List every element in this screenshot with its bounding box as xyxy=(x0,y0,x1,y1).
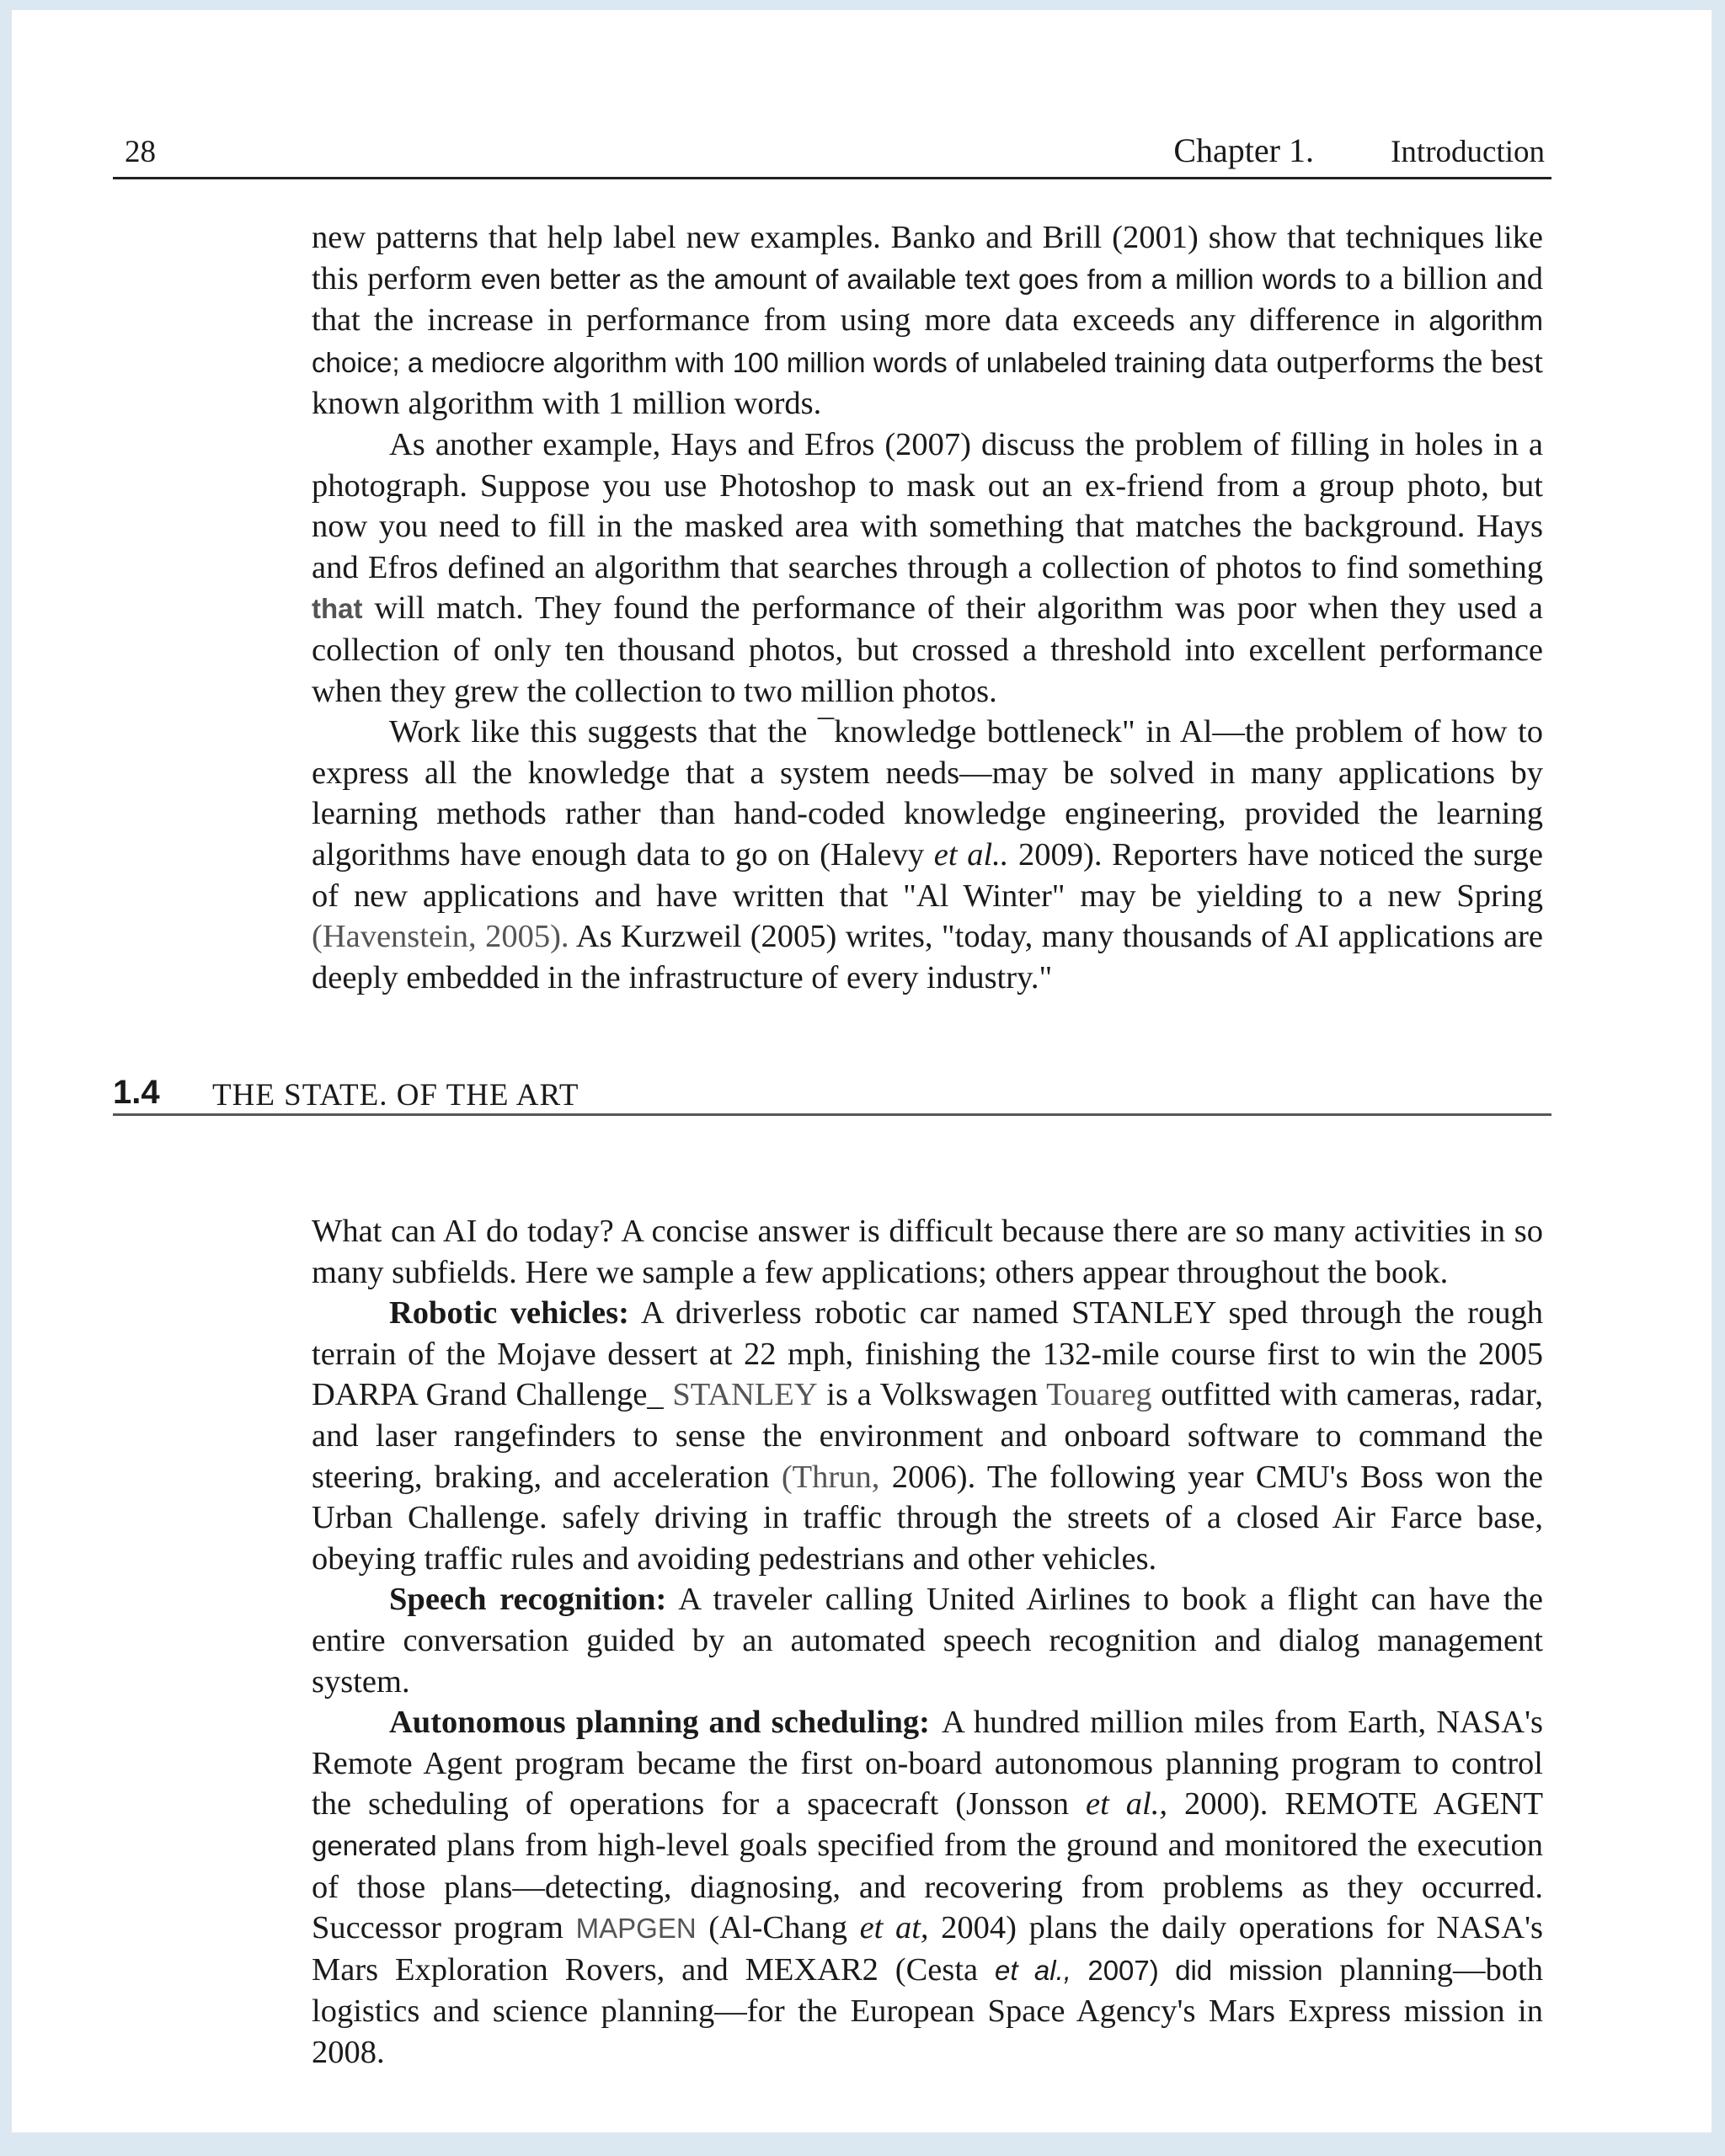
mapgen-name: MAPGEN xyxy=(575,1913,697,1945)
chapter-title: Introduction xyxy=(1391,135,1545,169)
citation-thrun: (Thrun, xyxy=(781,1459,880,1495)
paragraph-robotic-vehicles xyxy=(312,1293,1543,1579)
text-run: As another example, Hays and Efros (2007) discuss the problem of filling in holes in a photograph. Suppose you use Photoshop to mask out an ex-friend from a group photo, but now you need to fill in the masked area with something that matches the background. Hays and Efros defined an algorithm that searches through a collection of photos to find something xyxy=(312,426,1543,585)
paragraph-knowledge-bottleneck xyxy=(312,712,1543,998)
text-run: even better as the amount of available text goes from a million words xyxy=(480,263,1337,295)
text-run: As Kurzweil (2005) writes, "today, many thousands of AI applications are deeply embedded in the infrastructure of every industry." xyxy=(312,919,1543,995)
text-run: 2007) did mission xyxy=(1071,1954,1323,1986)
run-in-heading: Speech recognition: xyxy=(389,1582,667,1618)
paragraph-banko-brill xyxy=(312,217,1543,424)
section-title: THE STATE. OF THE ART xyxy=(212,1078,579,1113)
text-run: is a Volkswagen xyxy=(817,1377,1047,1413)
section-number: 1.4 xyxy=(113,1074,160,1111)
run-in-heading: Autonomous planning and scheduling: xyxy=(389,1705,931,1741)
text-run: A hundred million miles from Earth, NASA's Remote Agent program became the first on-board autonomous planning program to control the scheduling of operations for a spacecraft (Jonsson xyxy=(312,1705,1543,1822)
section-heading xyxy=(113,1073,1551,1116)
text-run: 2000). REMOTE AGENT xyxy=(1167,1786,1543,1822)
citation-havenstein: (Havenstein, 2005). xyxy=(312,919,569,955)
run-in-heading: Robotic vehicles: xyxy=(389,1295,629,1331)
text-run: to a billion and that the increase in performance from using more data exceeds any difference xyxy=(312,260,1543,339)
text-run: 2004) plans the daily operations for NASA's Mars Exploration Rovers, and MEXAR2 (Cesta xyxy=(312,1910,1544,1988)
citation-etal: et at, xyxy=(859,1910,929,1946)
chapter-label: Chapter 1. xyxy=(1173,131,1314,169)
text-run: Work like this suggests that the ¯knowledge bottleneck" in Al—the problem of how to express all the knowledge that a system needs—may be solved in many applications by learning methods rather than hand-coded knowledge engineering, provided the learning algorithms have enough data to go on (Halevy xyxy=(312,714,1543,873)
text-run: will match. They found the performance of their algorithm was poor when they used a collection of only ten thousand photos, but crossed a threshold into excellent performance when they grew the collection to two million photos. xyxy=(312,590,1543,709)
text-run: 2009). Reporters have noticed the surge of new applications and have written that "Al Winter" may be yielding to a new Spring xyxy=(312,836,1543,914)
book-page xyxy=(12,10,1712,2132)
text-run: plans from high-level goals specified from the ground and monitored the execution of those plans—detecting, diagnosing, and recovering from problems as they occurred. Successor program xyxy=(312,1827,1543,1946)
touareg-name: Touareg xyxy=(1046,1377,1152,1413)
text-run: A driverless robotic car named STANLEY sped through the rough terrain of the Mojave dessert at 22 mph, finishing the 132-mile course first to win the 2005 DARPA Grand Challenge_ xyxy=(312,1295,1543,1413)
stanley-name: STANLEY xyxy=(672,1377,818,1413)
running-head xyxy=(113,133,1551,179)
intro-text-block xyxy=(312,217,1543,998)
citation-etal: et al.. xyxy=(933,836,1009,873)
paragraph-autonomous-planning xyxy=(312,1702,1543,2073)
text-run: planning—both logistics and science planning—for the European Space Agency's Mars Express mission in 2008. xyxy=(312,1951,1543,2070)
text-run: 2006). The following year CMU's Boss won the Urban Challenge. safely driving in traffic through the streets of a closed Air Farce base, obeying traffic rules and avoiding pedestrians and other vehicles. xyxy=(312,1459,1543,1577)
paragraph-hays-efros xyxy=(312,424,1543,712)
text-run: outfitted with cameras, radar, and laser rangefinders to sense the environment and onboard software to command the steering, braking, and acceleration xyxy=(312,1377,1543,1495)
citation-etal: et al., xyxy=(994,1954,1071,1986)
text-run: that xyxy=(312,593,363,625)
paragraph-what-can-ai-do: What can AI do today? A concise answer is difficult because there are so many activities in so many subfields. Here we sample a few applications; others appear throughout the book. xyxy=(312,1214,1543,1290)
text-run: new patterns that help label new examples. Banko and Brill (2001) show that techniques like this perform xyxy=(312,220,1543,296)
text-run: generated xyxy=(312,1829,437,1861)
text-run: A traveler calling United Airlines to book a flight can have the entire conversation guided by an automated speech recognition and dialog management system. xyxy=(312,1582,1543,1700)
citation-etal: et al., xyxy=(1086,1786,1167,1822)
text-run: data outperforms the best known algorithm with 1 million words. xyxy=(312,344,1543,422)
text-run: (Al-Chang xyxy=(696,1910,860,1946)
text-run: in algorithm choice; a mediocre algorithm with 100 million words of unlabeled training xyxy=(312,305,1543,378)
paragraph-speech-recognition xyxy=(312,1579,1543,1702)
state-of-art-text-block xyxy=(312,1211,1543,2073)
page-number: 28 xyxy=(125,135,156,169)
